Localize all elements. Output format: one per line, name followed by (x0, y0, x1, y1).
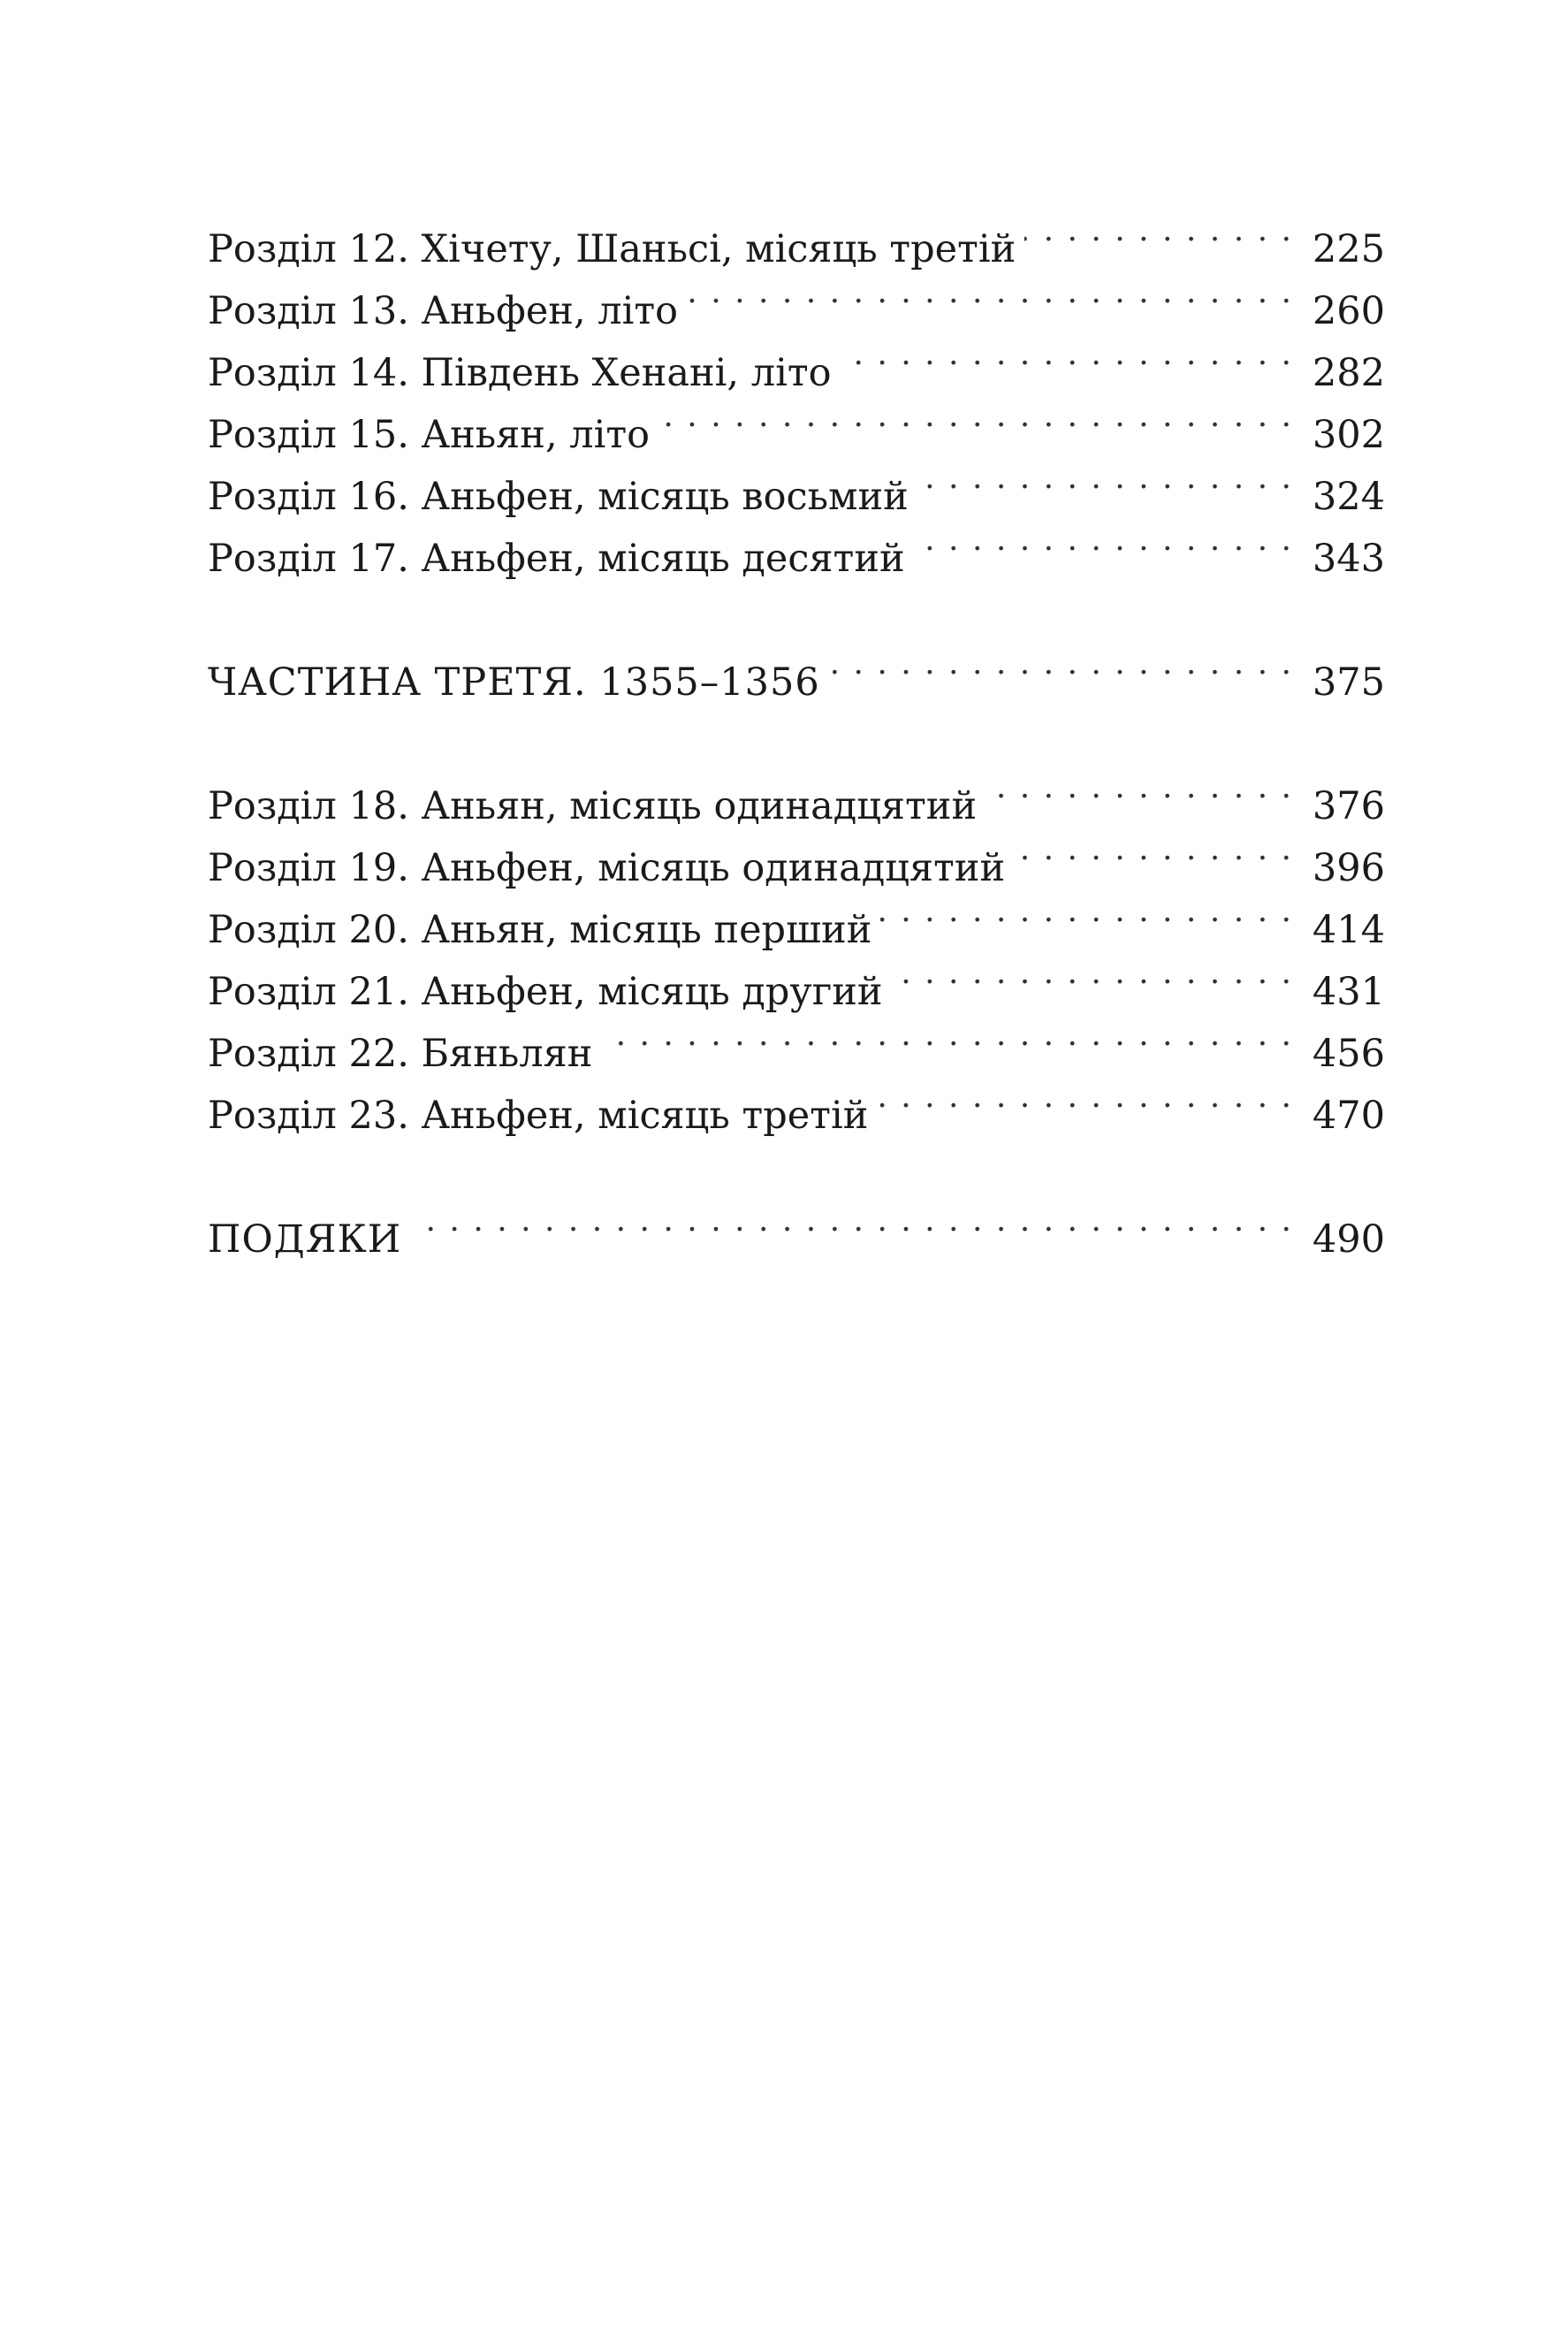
toc-entry-title: Розділ 18. Аньян, місяць одинадцятий (208, 784, 978, 828)
table-of-contents (208, 200, 1385, 1262)
dot-leader (914, 509, 1293, 571)
dot-leader (410, 1190, 1293, 1252)
dot-leader (829, 633, 1293, 695)
toc-entry-title: Розділ 17. Аньфен, місяць десятий (208, 537, 905, 581)
toc-entry-title: ЧАСТИНА ТРЕТЯ. 1355–1356 (208, 660, 820, 705)
dot-leader (1024, 200, 1293, 262)
toc-entry-page: 375 (1312, 660, 1385, 705)
dot-leader (1014, 819, 1293, 881)
dot-leader (658, 385, 1293, 447)
toc-entry-title: Розділ 21. Аньфен, місяць другий (208, 970, 883, 1014)
toc-group-part-three-chapters (208, 757, 1385, 1138)
toc-entry-title: Розділ 16. Аньфен, місяць восьмий (208, 475, 909, 519)
dot-leader (880, 881, 1293, 942)
toc-entry-title: Розділ 22. Бяньлян (208, 1032, 593, 1076)
toc-entry-chapter-18[interactable] (208, 757, 1385, 828)
dot-leader (841, 324, 1293, 385)
toc-entry-title: Розділ 19. Аньфен, місяць одинадцятий (208, 846, 1006, 890)
toc-entry-page: 343 (1312, 537, 1385, 581)
toc-group-part-two-chapters (208, 200, 1385, 581)
dot-leader (986, 757, 1293, 819)
toc-entry-title: ПОДЯКИ (208, 1217, 402, 1262)
toc-entry-page: 282 (1312, 351, 1385, 395)
toc-entry-acknowledgements[interactable] (208, 1190, 1385, 1262)
toc-entry-page: 490 (1312, 1217, 1385, 1262)
toc-entry-title: Розділ 20. Аньян, місяць перший (208, 908, 872, 952)
toc-entry-page: 302 (1312, 413, 1385, 457)
dot-leader (917, 447, 1293, 509)
toc-entry-title: Розділ 12. Хічету, Шаньсі, місяць третій (208, 227, 1016, 271)
toc-entry-page: 396 (1312, 846, 1385, 890)
toc-entry-page: 324 (1312, 475, 1385, 519)
toc-entry-page: 456 (1312, 1032, 1385, 1076)
toc-group-acknowledgements (208, 1190, 1385, 1262)
toc-entry-title: Розділ 15. Аньян, літо (208, 413, 651, 457)
toc-entry-page: 260 (1312, 289, 1385, 333)
dot-leader (687, 262, 1293, 324)
toc-entry-title: Розділ 14. Південь Хенані, літо (208, 351, 832, 395)
toc-entry-page: 376 (1312, 784, 1385, 828)
toc-entry-title: Розділ 23. Аньфен, місяць третій (208, 1094, 869, 1138)
dot-leader (892, 942, 1293, 1004)
toc-entry-page: 470 (1312, 1094, 1385, 1138)
dot-leader (601, 1004, 1292, 1066)
dot-leader (877, 1066, 1293, 1128)
toc-group-part-three (208, 633, 1385, 705)
toc-entry-page: 414 (1312, 908, 1385, 952)
toc-entry-chapter-12[interactable] (208, 200, 1385, 271)
toc-entry-title: Розділ 13. Аньфен, літо (208, 289, 679, 333)
toc-entry-page: 431 (1312, 970, 1385, 1014)
toc-entry-part-three[interactable] (208, 633, 1385, 705)
toc-entry-page: 225 (1312, 227, 1385, 271)
